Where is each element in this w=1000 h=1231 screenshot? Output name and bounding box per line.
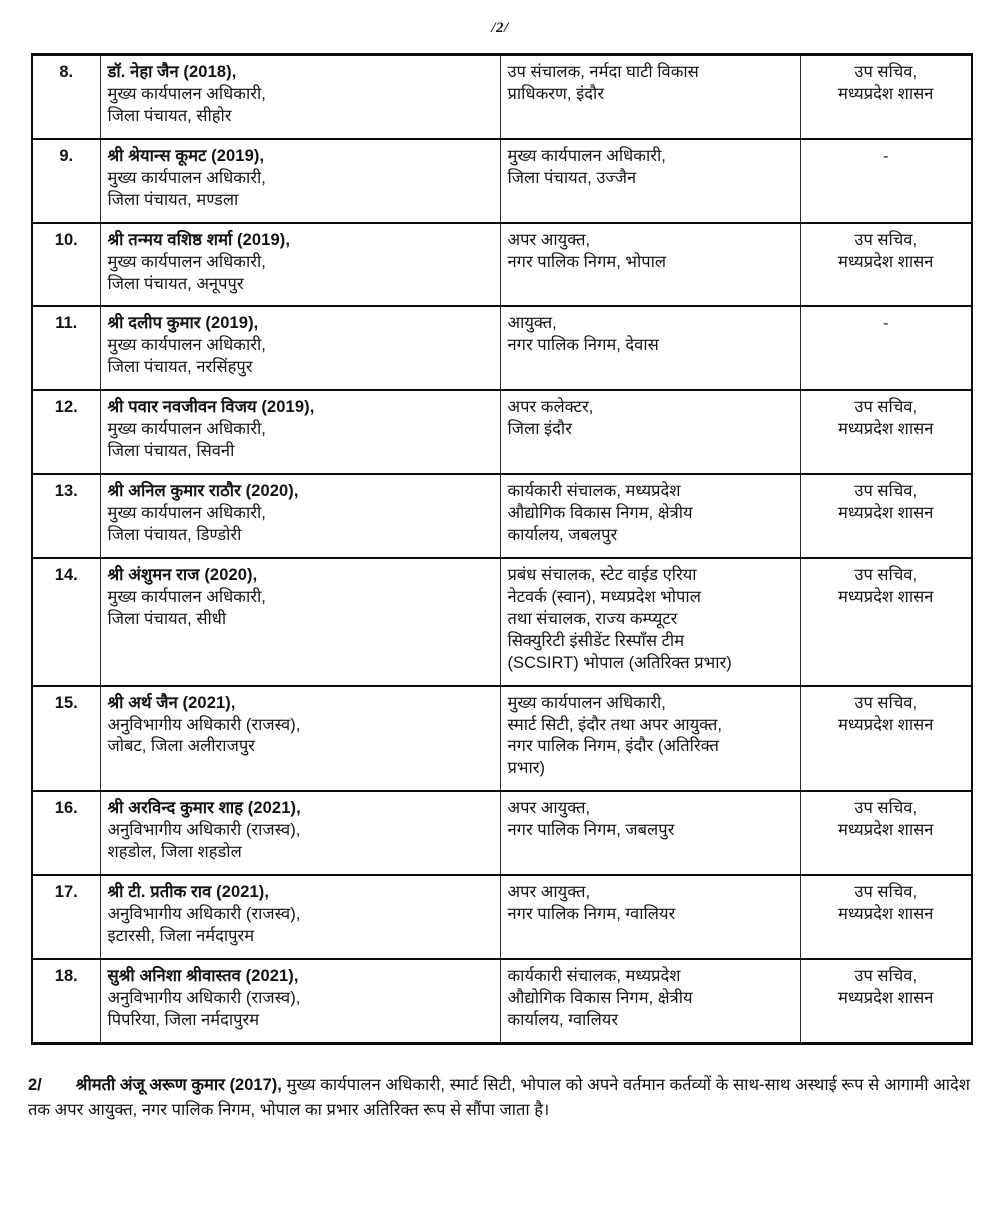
officer-current-post-line: जिला पंचायत, नरसिंहपुर — [107, 358, 253, 377]
cell-rank-remark — [800, 474, 972, 558]
officer-current-post-line: जिला पंचायत, डिण्डोरी — [107, 525, 242, 544]
officer-current-post-line: मुख्य कार्यपालन अधिकारी, — [107, 504, 266, 522]
new-posting-line: उप संचालक, नर्मदा घाटी विकास — [507, 63, 699, 81]
cell-officer-details — [100, 306, 500, 390]
new-posting-line: नगर पालिक निगम, ग्वालियर — [507, 905, 676, 924]
officer-current-post-line: अनुविभागीय अधिकारी (राजस्व), — [107, 821, 301, 840]
rank-line: मध्यप्रदेश शासन — [838, 905, 934, 924]
new-posting-line: प्रभार) — [507, 759, 546, 778]
officer-name: श्री अनिल कुमार राठौर (2020), — [107, 482, 299, 501]
table-row — [32, 686, 972, 792]
rank-line: मध्यप्रदेश शासन — [838, 504, 934, 522]
officer-current-post-line: जिला पंचायत, अनूपपुर — [107, 274, 244, 293]
table-row — [32, 390, 972, 474]
cell-new-posting — [500, 306, 800, 390]
cell-rank-remark — [800, 791, 972, 875]
cell-serial-number: 14. — [32, 558, 100, 686]
officer-current-post-line: मुख्य कार्यपालन अधिकारी, — [107, 252, 266, 271]
cell-serial-number: 16. — [32, 791, 100, 875]
cell-officer-details — [100, 55, 500, 139]
rank-line: उप सचिव, — [854, 883, 918, 902]
officer-name: श्री दलीप कुमार (2019), — [107, 314, 259, 333]
cell-new-posting — [500, 390, 800, 474]
rank-line: उप सचिव, — [854, 799, 918, 818]
new-posting-line: नगर पालिक निगम, जबलपुर — [507, 821, 675, 840]
officer-current-post-line: पिपरिया, जिला नर्मदापुरम — [107, 1010, 260, 1029]
officer-name: श्री श्रेयान्स कूमट (2019), — [107, 146, 265, 165]
rank-line: मध्यप्रदेश शासन — [838, 821, 934, 840]
officer-name: श्री अर्थ जैन (2021), — [107, 693, 236, 712]
table-row — [32, 474, 972, 558]
cell-rank-remark — [800, 558, 972, 686]
table-row — [32, 875, 972, 959]
officer-current-post-line: मुख्य कार्यपालन अधिकारी, — [107, 336, 266, 355]
new-posting-line: कार्यकारी संचालक, मध्यप्रदेश — [507, 966, 681, 985]
officer-current-post-line: जिला पंचायत, सिवनी — [107, 442, 235, 461]
rank-dash: - — [883, 315, 889, 333]
new-posting-line: कार्यकारी संचालक, मध्यप्रदेश — [507, 482, 681, 501]
new-posting-line: प्राधिकरण, इंदौर — [507, 84, 604, 103]
closing-paragraph — [28, 1073, 970, 1123]
new-posting-line: तथा संचालक, राज्य कम्प्यूटर — [507, 609, 678, 628]
rank-line: उप सचिव, — [854, 482, 918, 501]
rank-line: उप सचिव, — [854, 693, 918, 712]
new-posting-line: आयुक्त, — [507, 314, 557, 333]
new-posting-line: नेटवर्क (स्वान), मध्यप्रदेश भोपाल — [507, 587, 701, 606]
officer-name: सुश्री अनिशा श्रीवास्तव (2021), — [107, 966, 299, 985]
new-posting-line: नगर पालिक निगम, देवास — [507, 336, 659, 355]
new-posting-line: सिक्युरिटी इंसीडेंट रिस्पॉंस टीम — [507, 631, 685, 650]
officer-current-post-line: जोबट, जिला अलीराजपुर — [107, 737, 255, 756]
cell-officer-details — [100, 558, 500, 686]
rank-line: मध्यप्रदेश शासन — [838, 715, 934, 734]
cell-rank-remark — [800, 390, 972, 474]
cell-officer-details — [100, 390, 500, 474]
paragraph-body-text: मुख्य कार्यपालन अधिकारी, स्मार्ट सिटी, भोपाल को अपने वर्तमान कर्तव्यों के साथ-साथ अस्थाई रूप से आगामी आदेश तक अपर आयुक्त, नगर पालिक निगम, भोपाल का प्रभार अतिरिक्त रूप से सौंपा जाता है। — [28, 1075, 970, 1119]
cell-officer-details — [100, 474, 500, 558]
new-posting-line: प्रबंध संचालक, स्टेट वाईड एरिया — [507, 565, 697, 584]
table-row — [32, 55, 972, 139]
officer-current-post-line: मुख्य कार्यपालन अधिकारी, — [107, 168, 266, 187]
cell-new-posting — [500, 558, 800, 686]
cell-new-posting — [500, 223, 800, 307]
rank-line: मध्यप्रदेश शासन — [838, 252, 934, 271]
cell-new-posting — [500, 959, 800, 1043]
rank-line: उप सचिव, — [854, 565, 918, 584]
new-posting-line: अपर आयुक्त, — [507, 883, 591, 902]
rank-line: मध्यप्रदेश शासन — [838, 84, 934, 103]
rank-line: मध्यप्रदेश शासन — [838, 420, 934, 439]
new-posting-line: मुख्य कार्यपालन अधिकारी, — [507, 146, 666, 165]
cell-rank-remark — [800, 875, 972, 959]
officer-name: श्री अरविन्द कुमार शाह (2021), — [107, 799, 301, 818]
officer-current-post-line: इटारसी, जिला नर्मदापुरम — [107, 927, 255, 945]
officer-current-post-line: अनुविभागीय अधिकारी (राजस्व), — [107, 715, 301, 734]
rank-line: मध्यप्रदेश शासन — [838, 988, 934, 1007]
page-number-marker: /2/ — [491, 20, 509, 36]
officer-name: श्री टी. प्रतीक राव (2021), — [107, 883, 270, 902]
new-posting-line: नगर पालिक निगम, भोपाल — [507, 252, 667, 271]
officer-name: श्री पवार नवजीवन विजय (2019), — [107, 398, 315, 417]
new-posting-line: कार्यालय, ग्वालियर — [507, 1010, 619, 1029]
officer-current-post-line: मुख्य कार्यपालन अधिकारी, — [107, 587, 266, 606]
new-posting-line: कार्यालय, जबलपुर — [507, 525, 618, 544]
table-row — [32, 139, 972, 223]
officer-current-post-line: अनुविभागीय अधिकारी (राजस्व), — [107, 905, 301, 924]
cell-rank-remark — [800, 139, 972, 223]
cell-serial-number: 9. — [32, 139, 100, 223]
new-posting-line: स्मार्ट सिटी, इंदौर तथा अपर आयुक्त, — [507, 715, 722, 734]
officer-name: श्री अंशुमन राज (2020), — [107, 565, 258, 584]
rank-line: उप सचिव, — [854, 230, 918, 249]
rank-line: उप सचिव, — [854, 966, 918, 985]
paragraph-number: 2/ — [28, 1075, 42, 1094]
cell-serial-number: 12. — [32, 390, 100, 474]
table-row — [32, 306, 972, 390]
cell-rank-remark — [800, 686, 972, 792]
cell-new-posting — [500, 791, 800, 875]
paragraph-lead-officer: श्रीमती अंजू अरूण कुमार (2017), — [75, 1075, 282, 1094]
table-row — [32, 558, 972, 686]
officer-transfer-table — [31, 53, 973, 1045]
cell-officer-details — [100, 791, 500, 875]
new-posting-line: (SCSIRT) भोपाल (अतिरिक्त प्रभार) — [507, 653, 732, 672]
table-body — [32, 55, 972, 1044]
new-posting-line: नगर पालिक निगम, इंदौर (अतिरिक्त — [507, 737, 719, 756]
cell-officer-details — [100, 959, 500, 1043]
cell-new-posting — [500, 686, 800, 792]
rank-line: उप सचिव, — [854, 398, 918, 417]
new-posting-line: अपर कलेक्टर, — [507, 398, 594, 417]
cell-new-posting — [500, 875, 800, 959]
cell-serial-number: 8. — [32, 55, 100, 139]
rank-dash: - — [883, 147, 889, 165]
cell-officer-details — [100, 686, 500, 792]
cell-officer-details — [100, 223, 500, 307]
table-row — [32, 223, 972, 307]
officer-current-post-line: जिला पंचायत, सीहोर — [107, 106, 232, 125]
officer-current-post-line: जिला पंचायत, मण्डला — [107, 190, 239, 209]
cell-serial-number: 11. — [32, 306, 100, 390]
new-posting-line: औद्योगिक विकास निगम, क्षेत्रीय — [507, 504, 693, 522]
cell-rank-remark — [800, 306, 972, 390]
officer-current-post-line: मुख्य कार्यपालन अधिकारी, — [107, 84, 266, 103]
table-row — [32, 959, 972, 1043]
officer-current-post-line: अनुविभागीय अधिकारी (राजस्व), — [107, 988, 301, 1007]
new-posting-line: औद्योगिक विकास निगम, क्षेत्रीय — [507, 988, 693, 1007]
new-posting-line: अपर आयुक्त, — [507, 799, 591, 818]
cell-officer-details — [100, 139, 500, 223]
cell-rank-remark — [800, 55, 972, 139]
cell-new-posting — [500, 55, 800, 139]
cell-serial-number: 13. — [32, 474, 100, 558]
officer-name: श्री तन्मय वशिष्ठ शर्मा (2019), — [107, 230, 291, 249]
table-row — [32, 791, 972, 875]
new-posting-line: जिला पंचायत, उज्जैन — [507, 168, 637, 187]
cell-serial-number: 17. — [32, 875, 100, 959]
new-posting-line: जिला इंदौर — [507, 420, 572, 439]
new-posting-line: अपर आयुक्त, — [507, 230, 591, 249]
cell-new-posting — [500, 474, 800, 558]
cell-new-posting — [500, 139, 800, 223]
officer-current-post-line: मुख्य कार्यपालन अधिकारी, — [107, 420, 266, 439]
cell-serial-number: 15. — [32, 686, 100, 792]
cell-rank-remark — [800, 959, 972, 1043]
cell-officer-details — [100, 875, 500, 959]
officer-current-post-line: जिला पंचायत, सीधी — [107, 609, 227, 628]
officer-current-post-line: शहडोल, जिला शहडोल — [107, 843, 242, 862]
cell-serial-number: 10. — [32, 223, 100, 307]
cell-serial-number: 18. — [32, 959, 100, 1043]
new-posting-line: मुख्य कार्यपालन अधिकारी, — [507, 693, 666, 712]
rank-line: मध्यप्रदेश शासन — [838, 587, 934, 606]
cell-rank-remark — [800, 223, 972, 307]
officer-name: डॉ. नेहा जैन (2018), — [107, 63, 237, 81]
rank-line: उप सचिव, — [854, 63, 918, 81]
